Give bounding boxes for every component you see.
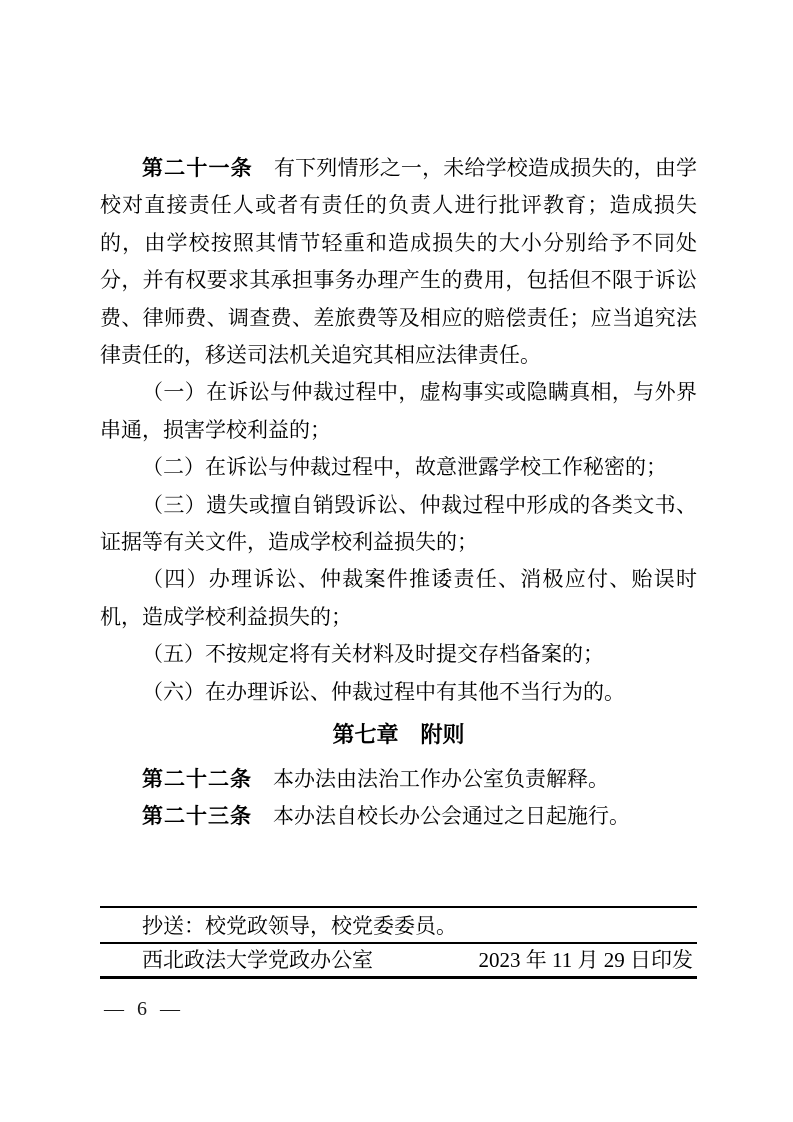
article-21-paragraph bbox=[100, 150, 697, 374]
cc-line: 抄送：校党政领导，校党委委员。 bbox=[142, 914, 457, 938]
clause-item-2: （二）在诉讼与仲裁过程中，故意泄露学校工作秘密的； bbox=[142, 455, 667, 480]
issue-row bbox=[100, 942, 697, 979]
document-body bbox=[100, 150, 697, 835]
clause-item-6: （六）在办理诉讼、仲裁过程中有其他不当行为的。 bbox=[142, 679, 625, 704]
article-21-number: 第二十一条 bbox=[142, 157, 253, 180]
clause-item-4: （四）办理诉讼、仲裁案件推诿责任、消极应付、贻误时机，造成学校利益损失的； bbox=[100, 567, 697, 629]
clause-item-1: （一）在诉讼与仲裁过程中，虚构事实或隐瞒真相，与外界串通，损害学校利益的； bbox=[100, 380, 697, 442]
article-21-text: 有下列情形之一，未给学校造成损失的，由学校对直接责任人或者有责任的负责人进行批评教育；造成损失的，由学校按照其情节轻重和造成损失的大小分别给予不同处分，并有权要求其承担事务办理产生的费用，包括但不限于诉讼费、律师费、调查费、差旅费等及相应的赔偿责任；应当追究法律责任的，移送司法机关追究其相应法律责任。 bbox=[100, 156, 698, 368]
article-23-number: 第二十三条 bbox=[142, 804, 252, 828]
print-date: 2023 年 11 月 29 日印发 bbox=[478, 947, 693, 972]
article-22-number: 第二十二条 bbox=[142, 767, 252, 791]
clause-item-3: （三）遗失或擅自销毁诉讼、仲裁过程中形成的各类文书、证据等有关文件，造成学校利益损失的； bbox=[100, 492, 697, 555]
page-number: — 6 — bbox=[104, 998, 184, 1020]
chapter-heading: 第七章 附则 bbox=[332, 722, 465, 748]
clause-item-5: （五）不按规定将有关材料及时提交存档备案的； bbox=[142, 642, 604, 667]
document-footer bbox=[100, 906, 697, 979]
article-22-text: 本办法由法治工作办公室负责解释。 bbox=[252, 766, 609, 791]
article-23-text: 本办法自校长办公会通过之日起施行。 bbox=[252, 803, 630, 828]
cc-row bbox=[100, 906, 697, 942]
article-23-paragraph bbox=[100, 798, 697, 835]
article-22-paragraph bbox=[100, 761, 697, 798]
issuer-name: 西北政法大学党政办公室 bbox=[142, 947, 373, 972]
